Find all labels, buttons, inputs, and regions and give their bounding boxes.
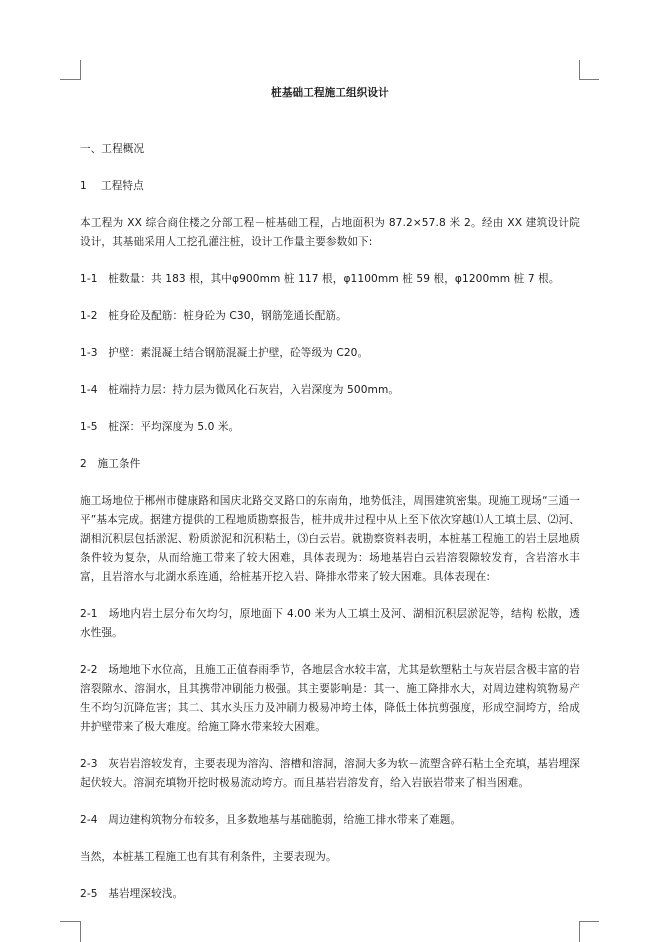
section-heading: 一、工程概况 (80, 143, 145, 155)
crop-mark-bottom-right (579, 921, 580, 942)
list-item: 1-4 桩端持力层：持力层为微风化石灰岩，入岩深度为 500mm。 (80, 384, 400, 396)
crop-mark-bottom-left (60, 921, 80, 922)
crop-mark-top-left (80, 60, 81, 80)
list-item: 2-4 周边建构筑物分布较多，且多数地基与基础脆弱，给施工排水带来了难题。 (80, 814, 462, 826)
crop-mark-top-right (579, 60, 580, 80)
list-item: 2-3 灰岩岩溶较发育，主要表现为溶沟、溶槽和溶洞，溶洞大多为软－流塑含碎石粘土全充填，基岩埋深起伏较大。溶洞充填物开挖时极易流动垮方。而且基岩岩溶发育，给入岩嵌岩带来了相当困难。 (80, 758, 580, 789)
list-item: 1-5 桩深：平均深度为 5.0 米。 (80, 421, 240, 433)
list-item: 1-3 护壁：素混凝土结合钢筋混凝土护壁，砼等级为 C20。 (80, 347, 369, 359)
paragraph: 本工程为 XX 综合商住楼之分部工程－桩基础工程，占地面积为 87.2×57.8 米 2。经由 XX 建筑设计院设计，其基础采用人工挖孔灌注桩，设计工作量主要参数如下: (80, 217, 580, 248)
list-item: 1-1 桩数量：共 183 根，其中φ900mm 桩 117 根，φ1100mm 桩 59 根，φ1200mm 桩 7 根。 (80, 273, 560, 285)
paragraph: 施工场地位于郴州市健康路和国庆北路交叉路口的东南角，地势低洼，周围建筑密集。现施工现场“三通一平”基本完成。据建方提供的工程地质勘察报告，桩井成井过程中从上至下依次穿越⑴人工填土层、⑵河、湖相沉积层包括淤泥、粉质淤泥和沉积粘土，⑶白云岩。就勘察资料表明，本桩基工程施工的岩土层地质条件较为复杂，从而给施工带来了较大困难，具体表现为：场地基岩白云岩溶裂隙较发育，含岩溶水丰富，且岩溶水与北湖水系连通，给桩基开挖入岩、降排水带来了较大困难。具体表现在: (80, 495, 580, 583)
subsection-heading: 2 施工条件 (80, 458, 141, 470)
list-item: 2-2 场地地下水位高，且施工正值春雨季节，各地层含水较丰富，尤其是软塑粘土与灰岩层含极丰富的岩溶裂隙水、溶洞水，且其携带冲刷能力极强。其主要影响是：其一、施工降排水大，对周边建构筑物易产生不均匀沉降危害；其二、其水头压力及冲刷力极易冲垮土体，降低土体抗剪强度，形成空洞垮方，给成井护壁带来了极大难度。给施工降水带来较大困难。 (80, 664, 580, 733)
document-title: 桩基础工程施工组织设计 (271, 87, 389, 99)
crop-mark-top-left (60, 79, 80, 80)
list-item: 1-2 桩身砼及配筋：桩身砼为 C30，钢筋笼通长配筋。 (80, 310, 347, 322)
document-body (80, 84, 580, 922)
subsection-heading: 1 工程特点 (80, 180, 144, 192)
list-item: 2-5 基岩埋深较浅。 (80, 888, 184, 900)
crop-mark-bottom-right (579, 921, 599, 922)
crop-mark-top-right (579, 79, 599, 80)
crop-mark-bottom-left (80, 921, 81, 942)
list-item: 2-1 场地内岩土层分布欠均匀，原地面下 4.00 米为人工填土及河、湖相沉积层淤泥等，结构 松散，透水性强。 (80, 608, 580, 639)
paragraph: 当然，本桩基工程施工也有其有利条件，主要表现为。 (80, 851, 337, 863)
